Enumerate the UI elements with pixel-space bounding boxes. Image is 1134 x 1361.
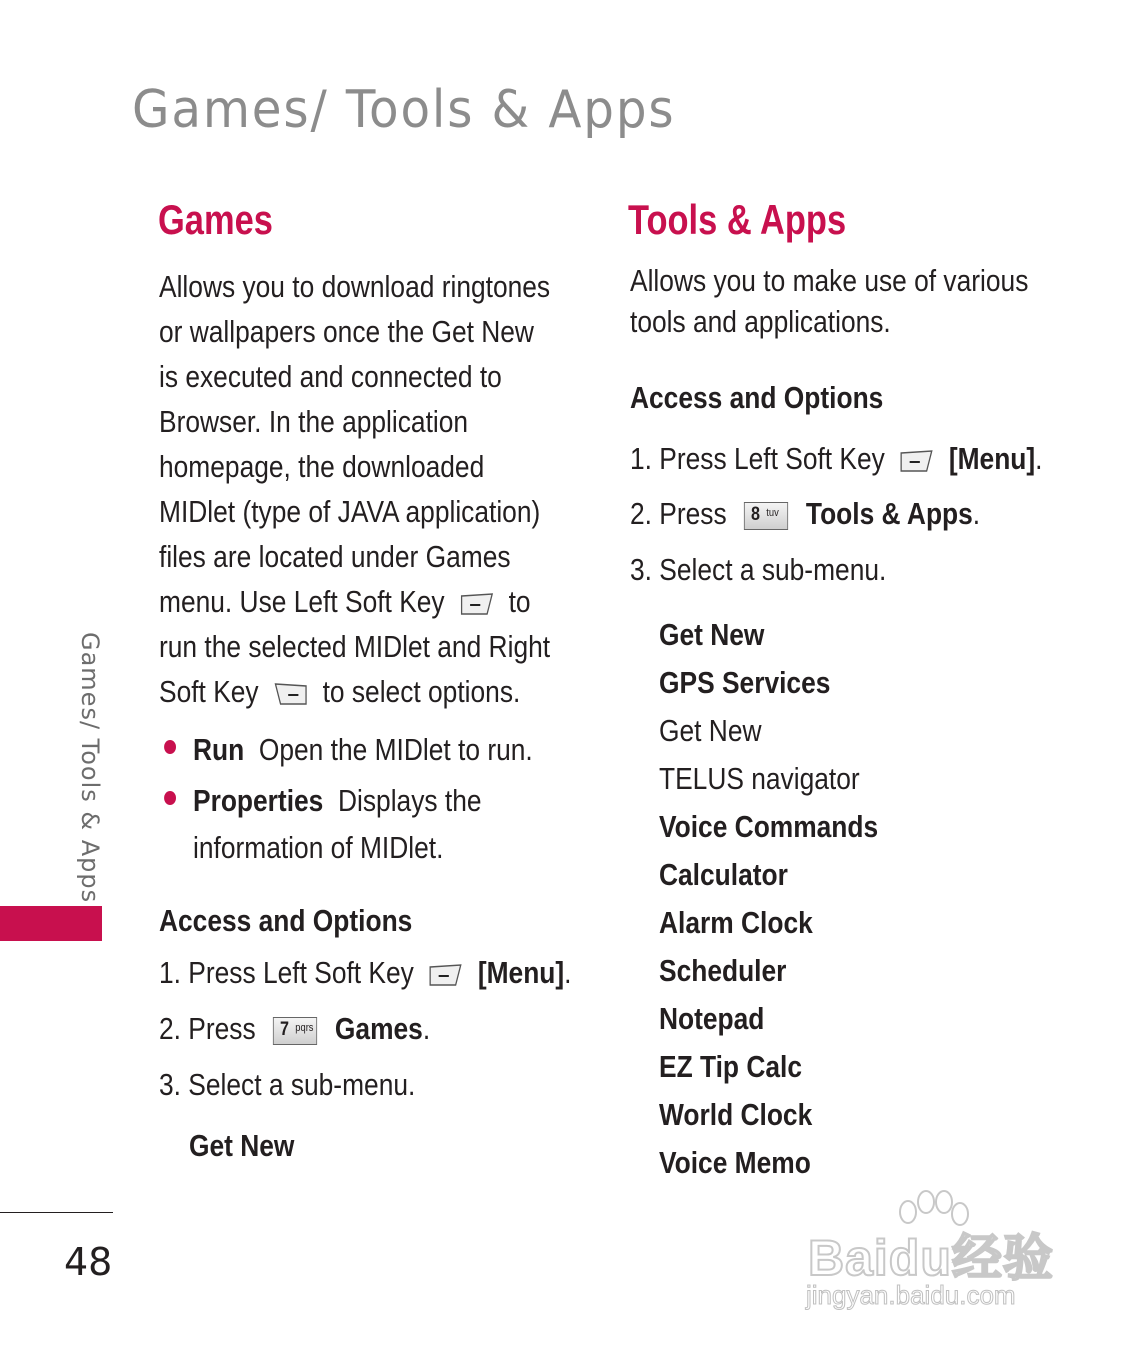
bullet-dot-icon — [164, 740, 176, 754]
bullet-term: Run — [193, 732, 245, 767]
games-desc-line — [159, 579, 550, 624]
key-number: 8 — [750, 503, 760, 525]
side-tab-label: Games/ Tools & Apps — [76, 632, 104, 904]
submenu-item: Scheduler — [659, 953, 787, 988]
tools-submenu — [659, 611, 878, 1187]
games-access-heading: Access and Options — [159, 903, 413, 938]
bullet-term: Properties — [193, 783, 324, 818]
bullet-text: Open the MIDlet to run. — [258, 732, 533, 767]
watermark-url: jingyan.baidu.com — [806, 1280, 1016, 1310]
submenu-item: Get New — [189, 1128, 295, 1163]
step-text: 1. Press Left Soft Key — [630, 441, 885, 476]
keypad-8-icon — [744, 502, 788, 530]
bullet-text: information of MIDlet. — [193, 830, 444, 865]
left-soft-key-icon — [459, 592, 495, 616]
tools-step-2: 2. Press 8 tuv Tools & Apps. — [630, 496, 981, 531]
step-text: 1. Press Left Soft Key — [159, 955, 414, 990]
submenu-subitem: Get New — [659, 713, 762, 748]
games-submenu — [189, 1122, 294, 1170]
submenu-item: World Clock — [659, 1097, 813, 1132]
games-desc-line: or wallpapers once the Get New — [159, 314, 534, 349]
step-text: 2. Press — [630, 496, 727, 531]
games-desc-line — [159, 669, 550, 714]
menu-label: [Menu] — [477, 955, 565, 990]
chapter-title: Games/ Tools & Apps — [132, 80, 676, 140]
tools-step-3: 3. Select a sub-menu. — [630, 552, 887, 587]
games-desc-line: Allows you to download ringtones — [159, 269, 551, 304]
left-soft-key-icon — [428, 963, 464, 987]
games-desc-line: is executed and connected to — [159, 359, 502, 394]
tools-heading: Tools & Apps — [628, 196, 847, 243]
submenu-item: GPS Services — [659, 665, 831, 700]
bullet-properties — [193, 777, 482, 871]
games-desc-text: menu. Use Left Soft Key — [159, 584, 445, 619]
step-target: Games — [334, 1011, 423, 1046]
keypad-7-icon — [273, 1017, 317, 1045]
bullet-dot-icon — [164, 791, 176, 805]
games-desc-line: MIDlet (type of JAVA application) — [159, 494, 541, 529]
bullet-run — [193, 726, 533, 773]
bullet-text: Displays the — [337, 783, 482, 818]
page-number: 48 — [64, 1240, 113, 1284]
page-number-rule — [0, 1212, 113, 1213]
games-description — [159, 264, 550, 714]
step-target: Tools & Apps — [805, 496, 973, 531]
submenu-item: EZ Tip Calc — [659, 1049, 803, 1084]
games-desc-line: run the selected MIDlet and Right — [159, 629, 551, 664]
games-desc-line: files are located under Games — [159, 539, 511, 574]
games-desc-text: Soft Key — [159, 674, 259, 709]
key-letters: tuv — [766, 506, 779, 519]
tools-desc-line: tools and applications. — [630, 304, 891, 339]
games-step-3: 3. Select a sub-menu. — [159, 1067, 416, 1102]
submenu-item: Calculator — [659, 857, 788, 892]
tools-desc-line: Allows you to make use of various — [630, 263, 1029, 298]
games-desc-text: to select options. — [322, 674, 521, 709]
submenu-item: Get New — [659, 617, 765, 652]
games-step-2: 2. Press 7 pqrs Games. — [159, 1011, 431, 1046]
tools-access-heading: Access and Options — [630, 380, 884, 415]
tools-step-1: 1. Press Left Soft Key [Menu]. — [630, 441, 1043, 476]
games-desc-line: homepage, the downloaded — [159, 449, 485, 484]
watermark-logo-text: Baidu经验 — [808, 1230, 1054, 1286]
right-soft-key-icon — [273, 682, 309, 706]
submenu-item: Notepad — [659, 1001, 765, 1036]
baidu-watermark — [800, 1190, 1070, 1320]
key-number: 7 — [279, 1018, 289, 1040]
left-soft-key-icon — [899, 449, 935, 473]
games-desc-line: Browser. In the application — [159, 404, 469, 439]
menu-label: [Menu] — [948, 441, 1036, 476]
games-heading: Games — [158, 196, 273, 243]
tools-description — [630, 260, 1028, 342]
submenu-subitem: TELUS navigator — [659, 761, 860, 796]
submenu-item: Voice Memo — [659, 1145, 811, 1180]
side-tab-bar — [0, 906, 102, 941]
submenu-item: Voice Commands — [659, 809, 879, 844]
submenu-item: Alarm Clock — [659, 905, 813, 940]
key-letters: pqrs — [295, 1021, 314, 1034]
step-text: 2. Press — [159, 1011, 256, 1046]
games-desc-text: to — [508, 584, 531, 619]
games-step-1: 1. Press Left Soft Key [Menu]. — [159, 955, 572, 990]
